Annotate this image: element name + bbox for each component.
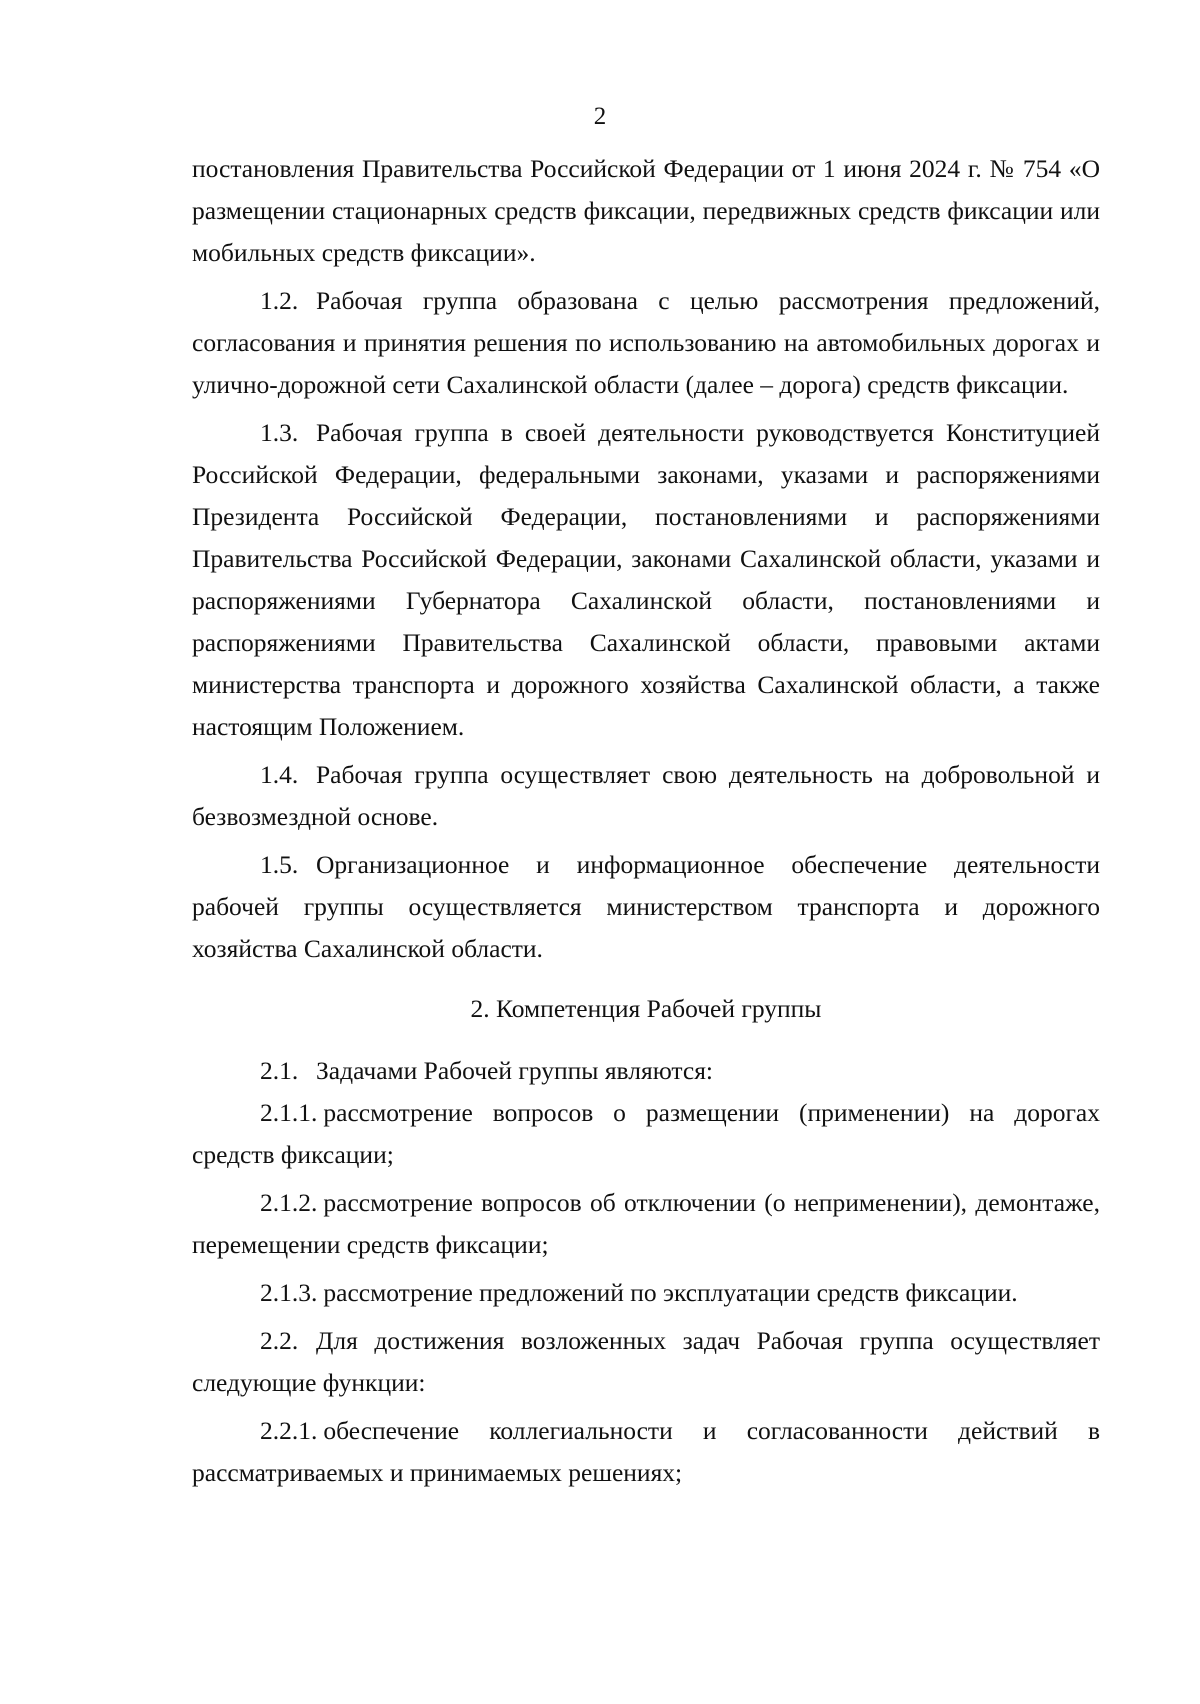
paragraph-text: рассмотрение вопросов о размещении (применении) на дорогах средств фиксации; xyxy=(192,1098,1100,1169)
paragraph-number: 2.1.1. xyxy=(260,1098,318,1127)
paragraph-number: 2.1. xyxy=(260,1056,299,1085)
section-title: 2. Компетенция Рабочей группы xyxy=(470,994,822,1023)
page-number: 2 xyxy=(593,103,607,130)
paragraph-text: рассмотрение предложений по эксплуатации средств фиксации. xyxy=(323,1278,1018,1307)
paragraph-text: Рабочая группа образована с целью рассмотрения предложений, согласования и принятия решения по использованию на автомобильных дорогах и улично-дорожной сети Сахалинской области (далее – дорога) средств фиксации. xyxy=(192,286,1100,399)
paragraph-text: Организационное и информационное обеспечение деятельности рабочей группы осуществляется министерством транспорта и дорожного хозяйства Сахалинской области. xyxy=(192,850,1100,963)
paragraph-text: Задачами Рабочей группы являются: xyxy=(316,1056,714,1085)
paragraph-1-5 xyxy=(192,844,1100,970)
paragraph-text: постановления Правительства Российской Федерации от 1 июня 2024 г. № 754 «О размещении стационарных средств фиксации, передвижных средств фиксации или мобильных средств фиксации». xyxy=(192,154,1100,267)
paragraph-2-2-1 xyxy=(192,1410,1100,1494)
paragraph-1-4 xyxy=(192,754,1100,838)
paragraph-number: 2.2. xyxy=(260,1326,299,1355)
paragraph-2-1-1 xyxy=(192,1092,1100,1176)
paragraph-text: Рабочая группа осуществляет свою деятельность на добровольной и безвозмездной основе. xyxy=(192,760,1100,831)
paragraph-number: 2.2.1. xyxy=(260,1416,318,1445)
paragraph-number: 1.2. xyxy=(260,286,299,315)
paragraph-number: 1.4. xyxy=(260,760,299,789)
paragraph-2-2 xyxy=(192,1320,1100,1404)
paragraph-2-1-2 xyxy=(192,1182,1100,1266)
paragraph-text: Рабочая группа в своей деятельности руководствуется Конституцией Российской Федерации, федеральными законами, указами и распоряжениями Президента Российской Федерации, постановлениями и распоряжениями Правительства Российской Федерации, законами Сахалинской области, указами и распоряжениями Губернатора Сахалинской области, постановлениями и распоряжениями Правительства Сахалинской области, правовыми актами министерства транспорта и дорожного хозяйства Сахалинской области, а также настоящим Положением. xyxy=(192,418,1100,741)
paragraph-1-2 xyxy=(192,280,1100,406)
paragraph-1-3 xyxy=(192,412,1100,748)
paragraph-text: обеспечение коллегиальности и согласованности действий в рассматриваемых и принимаемых решениях; xyxy=(192,1416,1100,1487)
paragraph-2-1 xyxy=(192,1050,1100,1092)
paragraph-number: 2.1.3. xyxy=(260,1278,318,1307)
document-body xyxy=(192,148,1100,1494)
paragraph-text: Для достижения возложенных задач Рабочая группа осуществляет следующие функции: xyxy=(192,1326,1100,1397)
paragraph-continuation xyxy=(192,148,1100,274)
paragraph-number: 2.1.2. xyxy=(260,1188,318,1217)
paragraph-number: 1.3. xyxy=(260,418,299,447)
paragraph-2-1-3 xyxy=(192,1272,1100,1314)
paragraph-text: рассмотрение вопросов об отключении (о неприменении), демонтаже, перемещении средств фиксации; xyxy=(192,1188,1100,1259)
paragraph-number: 1.5. xyxy=(260,850,299,879)
